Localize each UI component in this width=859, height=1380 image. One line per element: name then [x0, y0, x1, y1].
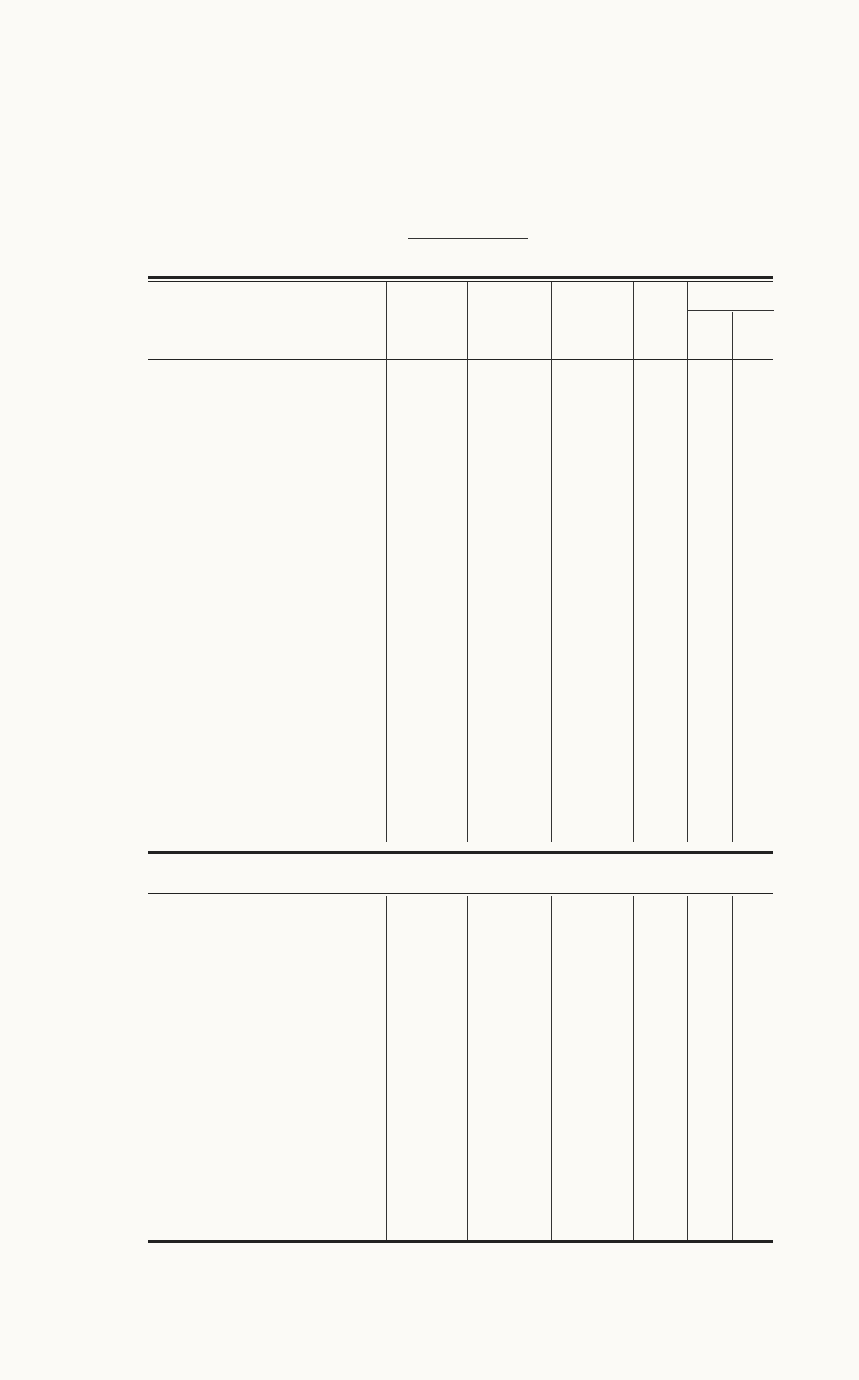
table-bottom-rule	[148, 1240, 773, 1243]
column-divider	[687, 896, 688, 1241]
column-divider	[633, 282, 634, 842]
column-divider	[732, 312, 733, 842]
pluralities-rule	[688, 310, 774, 311]
section-start-rule	[148, 893, 773, 894]
column-divider	[551, 896, 552, 1241]
section-end-rule	[148, 851, 773, 854]
column-divider	[687, 282, 688, 842]
column-divider	[467, 282, 468, 842]
table-top-rule-thin	[148, 281, 773, 282]
column-divider	[732, 896, 733, 1241]
table-top-rule	[148, 276, 773, 279]
title-divider	[408, 238, 528, 239]
header-bottom-rule	[148, 359, 773, 360]
column-divider	[386, 282, 387, 842]
column-divider	[633, 896, 634, 1241]
column-divider	[467, 896, 468, 1241]
column-divider	[551, 282, 552, 842]
column-divider	[386, 896, 387, 1241]
